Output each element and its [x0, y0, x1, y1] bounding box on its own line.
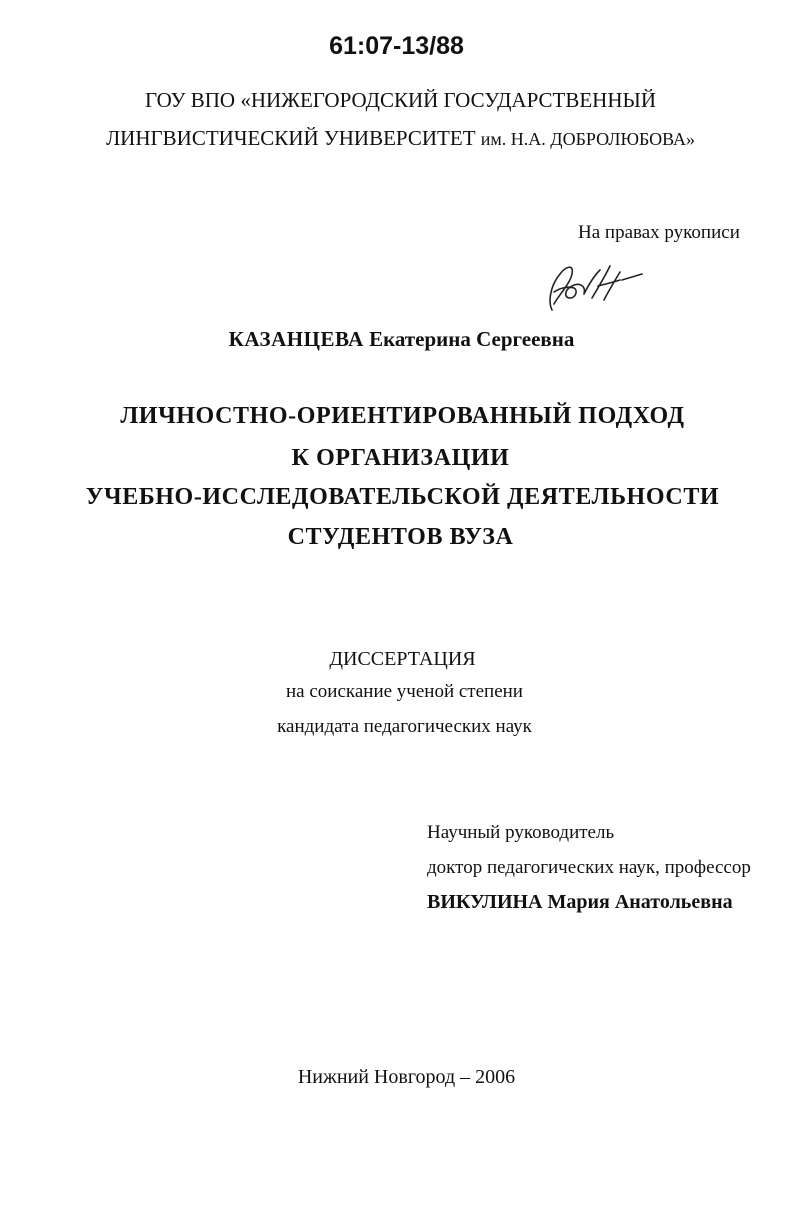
supervisor-credentials: доктор педагогических наук, профессор	[427, 857, 751, 878]
title-line-2: К ОРГАНИЗАЦИИ	[291, 445, 510, 471]
author-given-name: Екатерина Сергеевна	[369, 327, 575, 351]
manuscript-rights: На правах рукописи	[578, 222, 740, 243]
signature-icon	[534, 252, 654, 316]
title-line-3: УЧЕБНО-ИССЛЕДОВАТЕЛЬСКОЙ ДЕЯТЕЛЬНОСТИ	[85, 484, 720, 510]
degree-type: ДИССЕРТАЦИЯ	[329, 648, 476, 670]
title-line-4: СТУДЕНТОВ ВУЗА	[287, 524, 514, 550]
organization-line-2	[4, 126, 793, 151]
archive-code: 61:07-13/88	[329, 32, 464, 60]
author-name	[5, 327, 793, 352]
supervisor-name: ВИКУЛИНА Мария Анатольевна	[427, 891, 733, 913]
degree-line-3: кандидата педагогических наук	[277, 716, 532, 737]
degree-line-2: на соискание ученой степени	[286, 681, 523, 702]
organization-line-2-main: ЛИНГВИСТИЧЕСКИЙ УНИВЕРСИТЕТ	[105, 126, 476, 150]
organization-line-2-small: им. Н.А. ДОБРОЛЮБОВА»	[480, 129, 696, 149]
title-line-1: ЛИЧНОСТНО-ОРИЕНТИРОВАННЫЙ ПОДХОД	[120, 403, 685, 429]
place-and-year: Нижний Новгород – 2006	[297, 1066, 516, 1088]
supervisor-role: Научный руководитель	[427, 822, 615, 843]
author-surname: КАЗАНЦЕВА	[228, 327, 364, 351]
organization-line-1: ГОУ ВПО «НИЖЕГОРОДСКИЙ ГОСУДАРСТВЕННЫЙ	[145, 88, 656, 112]
